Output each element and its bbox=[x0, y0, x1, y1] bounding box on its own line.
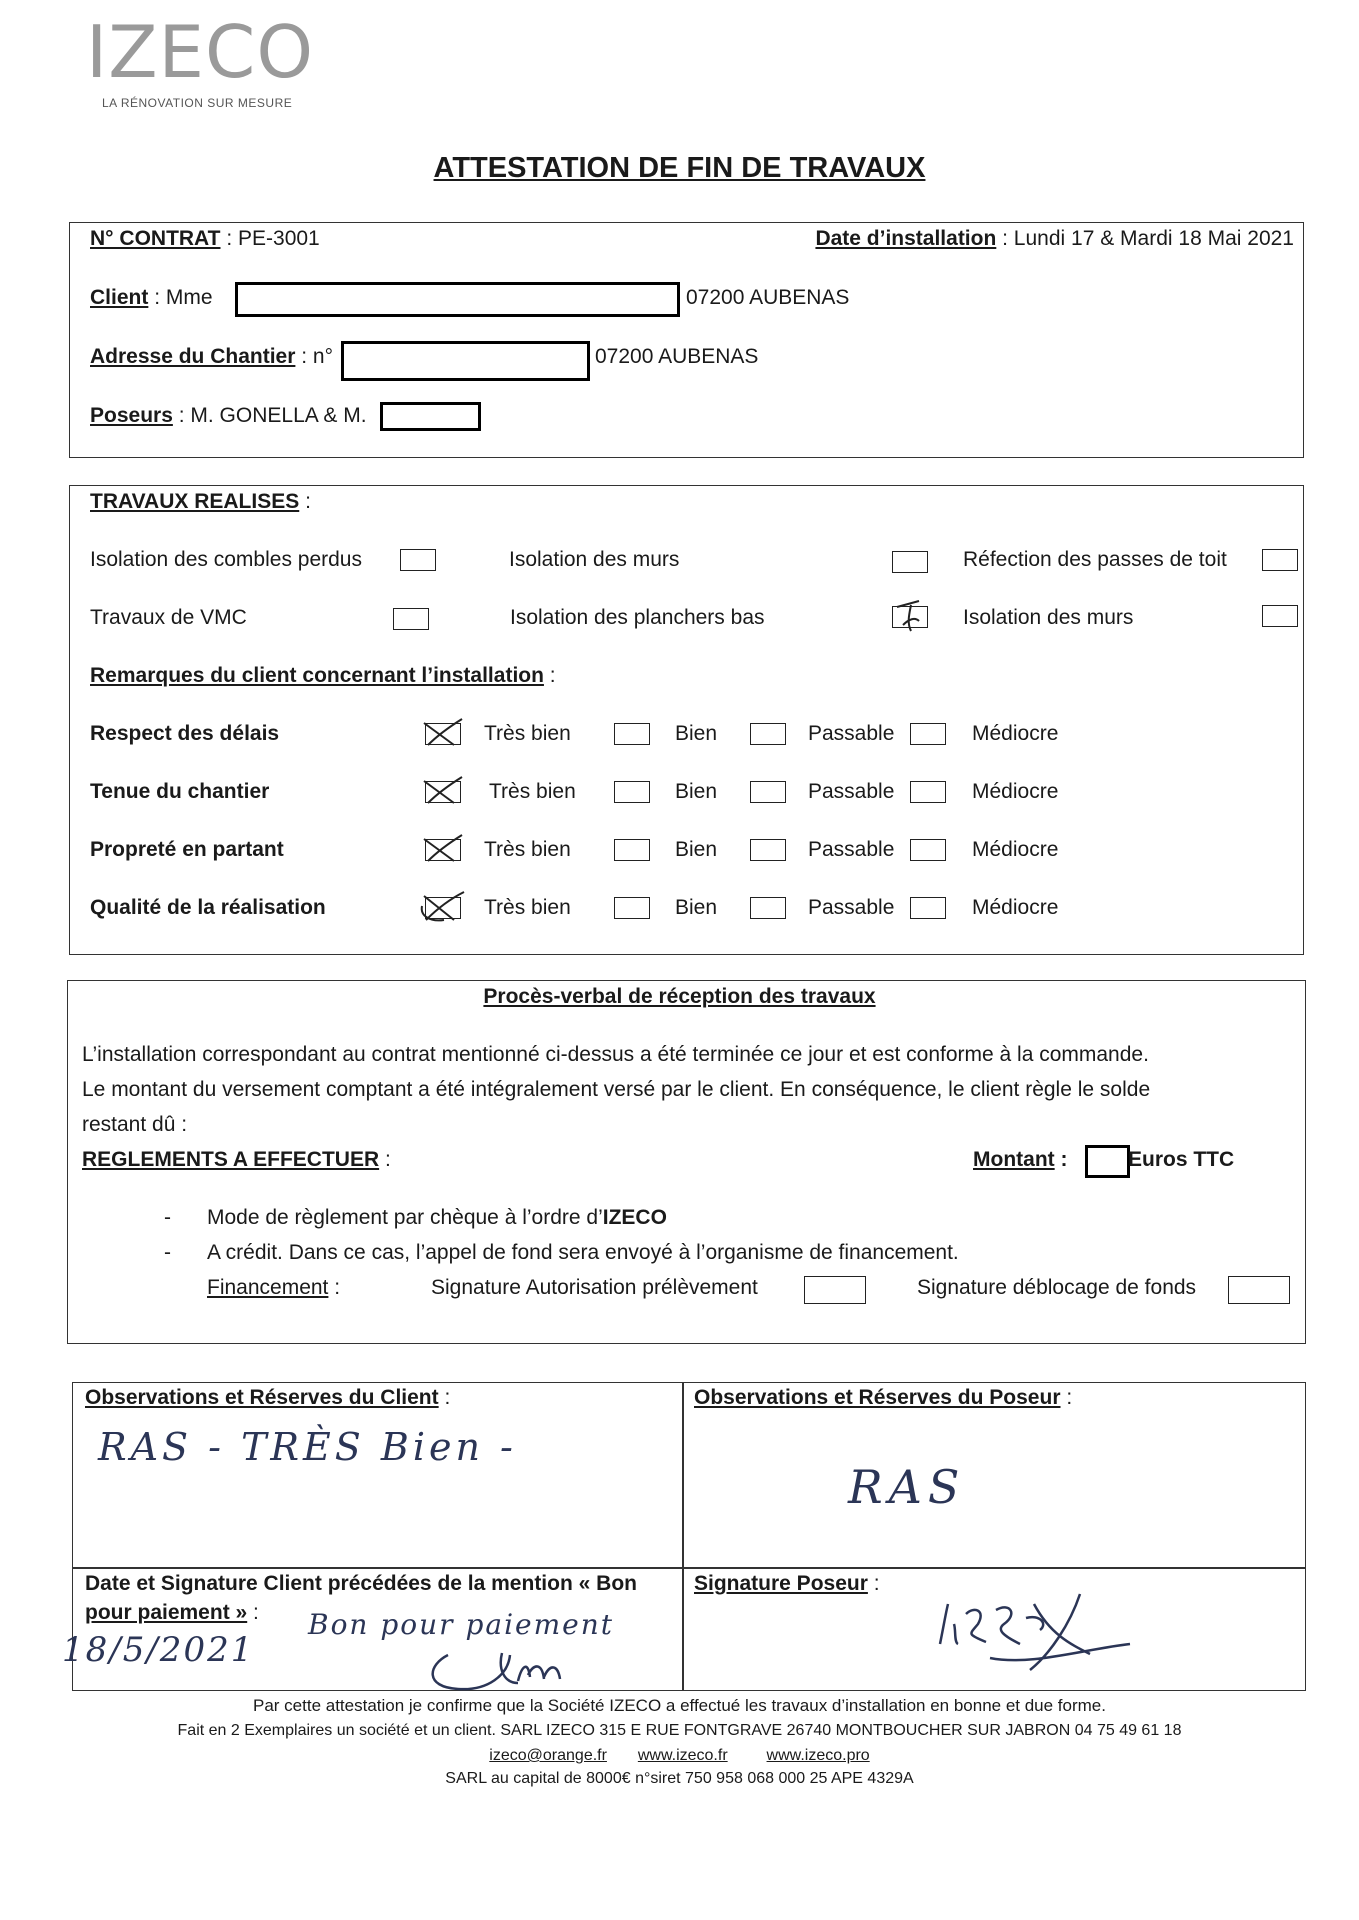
contract-value: : PE-3001 bbox=[226, 227, 320, 250]
works-heading bbox=[90, 490, 311, 514]
install-date-label: Date d’installation bbox=[815, 227, 997, 250]
rating-checkbox-mediocre[interactable] bbox=[910, 781, 946, 803]
address-city: 07200 AUBENAS bbox=[595, 345, 759, 368]
reception-text-line: L’installation correspondant au contrat mentionné ci-dessus a été terminée ce jour et est conforme à la commande. bbox=[82, 1043, 1149, 1066]
rating-checkbox-tres-bien[interactable] bbox=[425, 839, 461, 861]
poseur-signature-label bbox=[694, 1572, 880, 1596]
address-prefix: : n° bbox=[301, 345, 333, 368]
criterion-label: Qualité de la réalisation bbox=[90, 896, 326, 919]
rating-checkbox-passable[interactable] bbox=[750, 723, 786, 745]
work-checkbox-vmc[interactable] bbox=[393, 608, 429, 630]
rating-label: Très bien bbox=[484, 896, 571, 919]
install-date-row bbox=[815, 227, 1294, 251]
rating-label: Médiocre bbox=[972, 896, 1059, 919]
work-checkbox-passes-toit[interactable] bbox=[1262, 549, 1298, 571]
logo bbox=[80, 10, 320, 120]
rating-checkbox-passable[interactable] bbox=[750, 897, 786, 919]
client-observations-label bbox=[85, 1386, 450, 1410]
work-item-label: Travaux de VMC bbox=[90, 606, 247, 629]
work-item-label: Isolation des planchers bas bbox=[510, 606, 765, 629]
footer-website-pro-link[interactable]: www.izeco.pro bbox=[766, 1747, 870, 1764]
installer-name-redaction bbox=[380, 402, 481, 431]
poseur-observations-label-colon: : bbox=[1066, 1386, 1073, 1409]
rating-checkbox-bien[interactable] bbox=[614, 839, 650, 861]
reception-text-line: Le montant du versement comptant a été intégralement versé par le client. En conséquence, le client règle le solde bbox=[82, 1078, 1151, 1101]
client-observations-handwriting: RAS - TRÈS Bien - bbox=[98, 1425, 517, 1469]
amount-label-text: Montant bbox=[973, 1148, 1055, 1171]
poseur-observations-handwriting: RAS bbox=[848, 1460, 966, 1514]
poseur-observations-label bbox=[694, 1386, 1072, 1410]
amount-label-colon: : bbox=[1060, 1148, 1068, 1171]
work-checkbox-murs[interactable] bbox=[892, 551, 928, 573]
work-checkbox-planchers[interactable] bbox=[892, 606, 928, 628]
financing-label-colon: : bbox=[334, 1276, 341, 1299]
payments-heading-text: REGLEMENTS A EFFECTUER bbox=[82, 1148, 380, 1171]
client-signature-label-line1: Date et Signature Client précédées de la mention « Bon bbox=[85, 1572, 637, 1595]
footer-links bbox=[0, 1747, 1359, 1765]
rating-checkbox-tres-bien[interactable] bbox=[425, 897, 461, 919]
rating-checkbox-mediocre[interactable] bbox=[910, 839, 946, 861]
rating-label: Très bien bbox=[484, 722, 571, 745]
payment-mode-cheque-text: Mode de règlement par chèque à l’ordre d’ bbox=[207, 1206, 603, 1229]
footer-company-address: Fait en 2 Exemplaires un société et un client. SARL IZECO 315 E RUE FONTGRAVE 26740 MONTBOUCHER SUR JABRON 04 75 49 61 18 bbox=[177, 1722, 1182, 1739]
client-signature-label-colon: : bbox=[253, 1601, 259, 1624]
check-mark-icon bbox=[420, 831, 466, 865]
contract-label: N° CONTRAT bbox=[90, 227, 221, 250]
signature-release-label: Signature déblocage de fonds bbox=[917, 1276, 1197, 1299]
rating-checkbox-passable[interactable] bbox=[750, 839, 786, 861]
client-prefix: : Mme bbox=[154, 286, 213, 309]
rating-checkbox-bien[interactable] bbox=[614, 723, 650, 745]
client-label: Client bbox=[90, 286, 149, 309]
install-date-value: : Lundi 17 & Mardi 18 Mai 2021 bbox=[1002, 227, 1294, 250]
rating-checkbox-passable[interactable] bbox=[750, 781, 786, 803]
page-title: ATTESTATION DE FIN DE TRAVAUX bbox=[433, 152, 926, 184]
rating-checkbox-tres-bien[interactable] bbox=[425, 723, 461, 745]
footer-email-link[interactable]: izeco@orange.fr bbox=[489, 1747, 607, 1764]
poseur-signature-scribble bbox=[930, 1584, 1160, 1674]
financing-label-text: Financement bbox=[207, 1276, 329, 1299]
rating-checkbox-bien[interactable] bbox=[614, 897, 650, 919]
work-item-label: Isolation des murs bbox=[963, 606, 1134, 629]
remarks-heading-text: Remarques du client concernant l’installation bbox=[90, 664, 544, 687]
rating-label: Bien bbox=[675, 896, 718, 919]
rating-label: Passable bbox=[808, 838, 895, 861]
footer-confirmation: Par cette attestation je confirme que la Société IZECO a effectué les travaux d’installation en bonne et due forme. bbox=[252, 1696, 1106, 1715]
client-signature-date: 18/5/2021 bbox=[62, 1630, 255, 1670]
rating-checkbox-mediocre[interactable] bbox=[910, 723, 946, 745]
check-mark-icon bbox=[889, 599, 929, 633]
address-row bbox=[90, 345, 333, 369]
signature-release-box[interactable] bbox=[1228, 1276, 1290, 1304]
observations-vertical-divider bbox=[682, 1382, 684, 1690]
client-row bbox=[90, 286, 213, 310]
work-checkbox-combles[interactable] bbox=[400, 549, 436, 571]
check-mark-icon bbox=[420, 773, 466, 807]
rating-checkbox-mediocre[interactable] bbox=[910, 897, 946, 919]
bullet-dash: - bbox=[164, 1206, 171, 1229]
payment-mode-cheque-brand: IZECO bbox=[602, 1206, 667, 1229]
client-observations-label-text: Observations et Réserves du Client bbox=[85, 1386, 439, 1409]
payment-mode-credit: A crédit. Dans ce cas, l’appel de fond sera envoyé à l’organisme de financement. bbox=[207, 1241, 959, 1264]
rating-label: Passable bbox=[808, 896, 895, 919]
client-signature-scribble bbox=[418, 1625, 618, 1695]
amount-unit: Euros TTC bbox=[1128, 1148, 1235, 1171]
client-pay-mention: Bon pour paiement bbox=[308, 1608, 615, 1641]
rating-label: Bien bbox=[675, 722, 718, 745]
payments-heading bbox=[82, 1148, 391, 1172]
rating-label: Passable bbox=[808, 722, 895, 745]
rating-label: Bien bbox=[675, 838, 718, 861]
rating-checkbox-tres-bien[interactable] bbox=[425, 781, 461, 803]
work-item-label: Réfection des passes de toit bbox=[963, 548, 1227, 571]
payments-heading-colon: : bbox=[384, 1148, 391, 1171]
client-city: 07200 AUBENAS bbox=[686, 286, 850, 309]
rating-label: Très bien bbox=[484, 838, 571, 861]
client-signature-label-line2-text: pour paiement » bbox=[85, 1601, 248, 1624]
installers-label: Poseurs bbox=[90, 404, 173, 427]
financing-label bbox=[207, 1276, 340, 1300]
bullet-dash: - bbox=[164, 1241, 171, 1264]
rating-label: Passable bbox=[808, 780, 895, 803]
criterion-label: Respect des délais bbox=[90, 722, 280, 745]
address-label: Adresse du Chantier bbox=[90, 345, 296, 368]
works-heading-colon: : bbox=[305, 490, 311, 513]
rating-label: Très bien bbox=[489, 780, 576, 803]
logo-wordmark: IZECO bbox=[86, 10, 314, 94]
rating-checkbox-bien[interactable] bbox=[614, 781, 650, 803]
criterion-label: Tenue du chantier bbox=[90, 780, 270, 803]
rating-label: Bien bbox=[675, 780, 718, 803]
remarks-heading-colon: : bbox=[549, 664, 556, 687]
contract-number-row bbox=[90, 227, 320, 251]
rating-label: Médiocre bbox=[972, 780, 1059, 803]
work-checkbox-murs-2[interactable] bbox=[1262, 605, 1298, 627]
work-item-label: Isolation des combles perdus bbox=[90, 548, 362, 571]
amount-redaction bbox=[1085, 1145, 1130, 1178]
logo-tagline: LA RÉNOVATION SUR MESURE bbox=[102, 96, 293, 110]
footer-website-link[interactable]: www.izeco.fr bbox=[637, 1747, 728, 1764]
remarks-heading bbox=[90, 664, 556, 688]
works-heading-text: TRAVAUX REALISES bbox=[90, 490, 300, 513]
poseur-signature-label-text: Signature Poseur bbox=[694, 1572, 868, 1595]
installers-row bbox=[90, 404, 367, 428]
reception-heading: Procès-verbal de réception des travaux bbox=[483, 985, 876, 1008]
installers-value: : M. GONELLA & M. bbox=[178, 404, 367, 427]
criterion-label: Propreté en partant bbox=[90, 838, 284, 861]
footer-legal: SARL au capital de 8000€ n°siret 750 958 068 000 25 APE 4329A bbox=[445, 1770, 914, 1787]
payment-mode-cheque bbox=[207, 1206, 667, 1230]
work-item-label: Isolation des murs bbox=[509, 548, 680, 571]
reception-text-line: restant dû : bbox=[82, 1113, 188, 1136]
client-signature-label-line2 bbox=[85, 1601, 259, 1625]
client-observations-label-colon: : bbox=[444, 1386, 451, 1409]
check-mark-icon bbox=[420, 715, 466, 749]
amount-label bbox=[973, 1148, 1068, 1172]
client-name-redaction bbox=[235, 282, 680, 317]
signature-authorization-label: Signature Autorisation prélèvement bbox=[431, 1276, 758, 1299]
poseur-observations-label-text: Observations et Réserves du Poseur bbox=[694, 1386, 1061, 1409]
observations-horizontal-divider bbox=[72, 1567, 1305, 1569]
rating-label: Médiocre bbox=[972, 722, 1059, 745]
check-mark-icon bbox=[418, 888, 468, 924]
address-redaction bbox=[341, 341, 590, 381]
poseur-signature-label-colon: : bbox=[873, 1572, 880, 1595]
rating-label: Médiocre bbox=[972, 838, 1059, 861]
signature-authorization-box[interactable] bbox=[804, 1276, 866, 1304]
